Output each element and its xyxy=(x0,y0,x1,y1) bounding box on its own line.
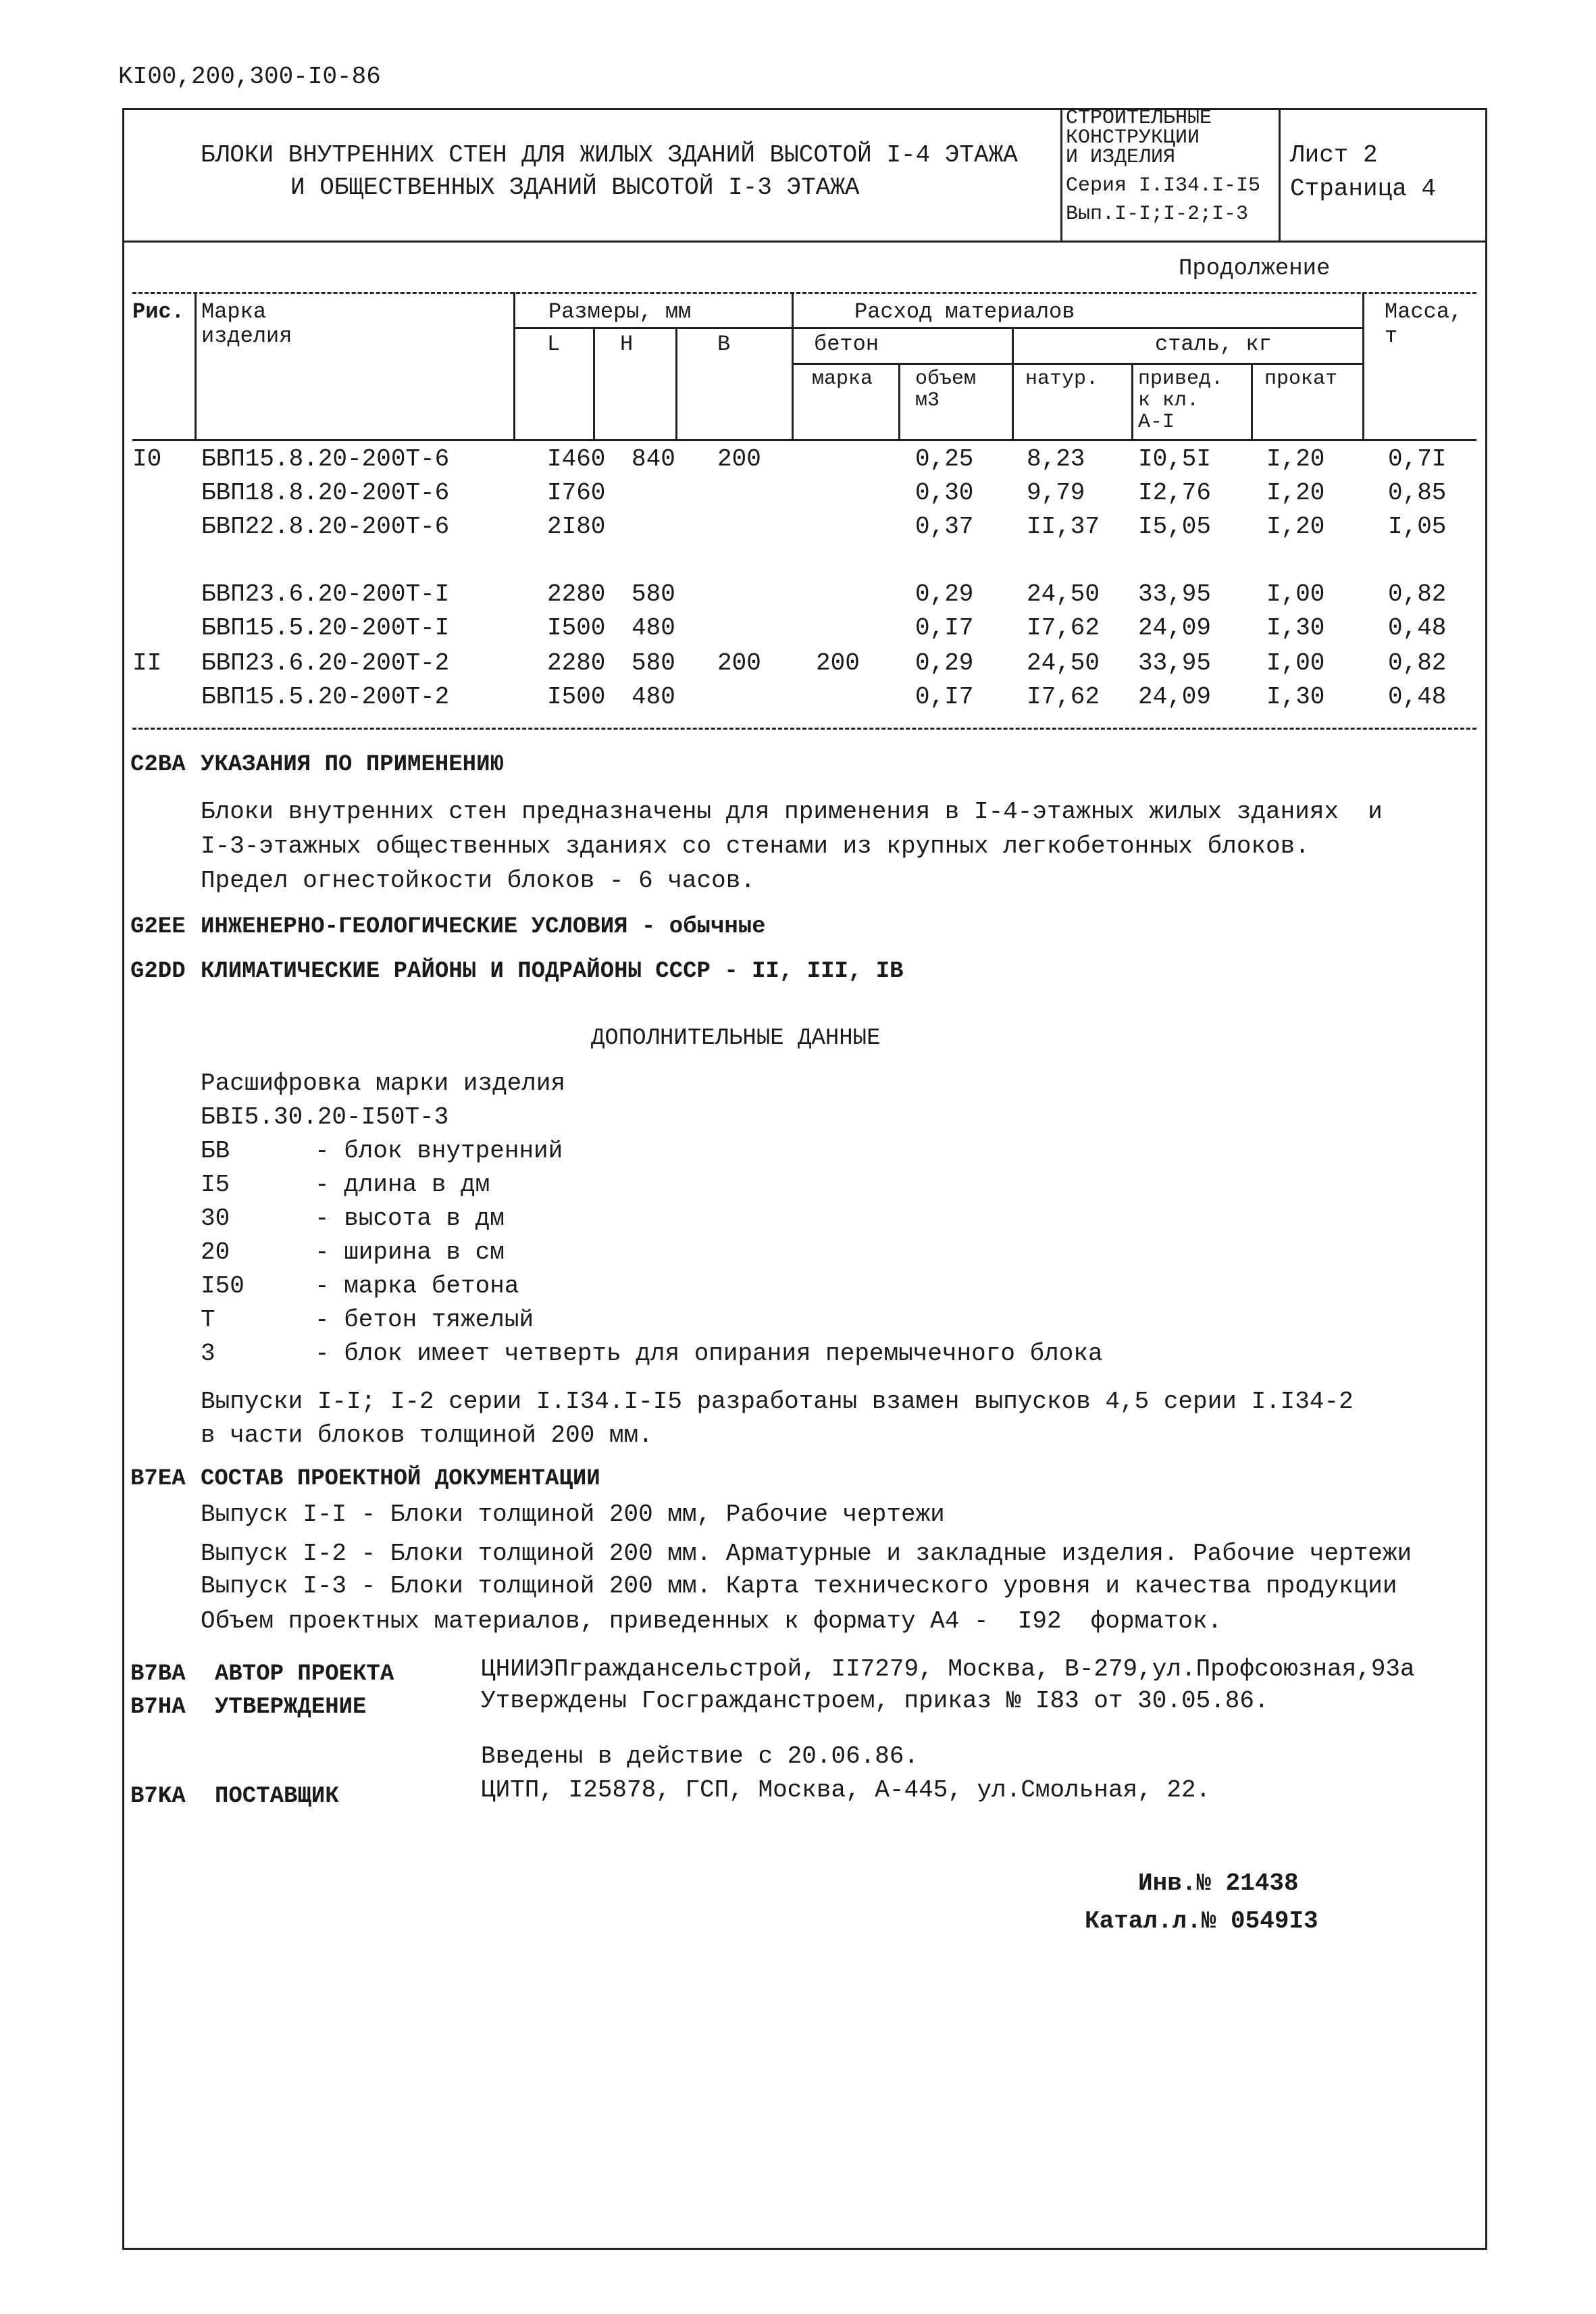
cell-H: 480 xyxy=(632,683,675,711)
header-bottom-line xyxy=(122,241,1487,243)
cell-mass: 0,82 xyxy=(1388,580,1447,608)
document-code: KI00,200,300-I0-86 xyxy=(118,63,381,91)
stamp-line2: КОНСТРУКЦИИ xyxy=(1066,126,1200,149)
author-label: АВТОР ПРОЕКТА xyxy=(215,1661,394,1687)
continuation-label: Продолжение xyxy=(1179,256,1331,282)
frame-top xyxy=(122,108,1487,110)
geology-text: ИНЖЕНЕРНО-ГЕОЛОГИЧЕСКИЕ УСЛОВИЯ - обычные xyxy=(201,914,766,940)
cell-reduced: I0,5I xyxy=(1138,445,1212,473)
cell-natural: I7,62 xyxy=(1027,683,1100,711)
supplier-text: ЦИТП, I25878, ГСП, Москва, А-445, ул.Смольная, 22. xyxy=(481,1776,1211,1804)
decode-desc: - блок имеет четверть для опирания перемычечного блока xyxy=(315,1340,1103,1367)
approval-text: Утверждены Госгражданстроем, приказ № I83 от 30.05.86. xyxy=(481,1687,1269,1715)
author-code: B7BA xyxy=(130,1661,186,1687)
header-stamp-right xyxy=(1279,108,1281,242)
decode-desc: - марка бетона xyxy=(315,1272,519,1300)
decode-key: 30 xyxy=(201,1205,230,1232)
cell-L: I460 xyxy=(547,445,606,473)
table-bottom-line xyxy=(132,728,1476,730)
col-line-3 xyxy=(593,327,595,439)
cell-volume: 0,29 xyxy=(915,580,974,608)
cell-mark: БВП15.5.20-200Т-2 xyxy=(201,683,450,711)
cell-natural: 24,50 xyxy=(1027,580,1100,608)
geology-code: G2EE xyxy=(130,914,186,940)
cell-mass: 0,82 xyxy=(1388,649,1447,677)
th-mass-line1: Масса, xyxy=(1385,299,1463,324)
table-header-bottom-line xyxy=(132,439,1476,441)
cell-volume: 0,25 xyxy=(915,445,974,473)
author-text: ЦНИИЭПграждансельстрой, II7279, Москва, В-279,ул.Профсоюзная,93а xyxy=(481,1655,1415,1683)
cell-H: 580 xyxy=(632,580,675,608)
decode-key: Т xyxy=(201,1306,215,1334)
cell-rolled: I,30 xyxy=(1266,614,1325,642)
stamp-line1: СТРОИТЕЛЬНЫЕ xyxy=(1066,107,1212,130)
table-top-line xyxy=(132,292,1476,294)
cell-fig: II xyxy=(132,649,162,677)
cell-L: I760 xyxy=(547,479,606,507)
cell-L: 2280 xyxy=(547,580,606,608)
decode-desc: - бетон тяжелый xyxy=(315,1306,534,1334)
cell-B: 200 xyxy=(717,649,761,677)
frame-right xyxy=(1485,108,1487,2250)
cell-L: 2I80 xyxy=(547,513,606,540)
cell-natural: 8,23 xyxy=(1027,445,1085,473)
cell-rolled: I,30 xyxy=(1266,683,1325,711)
th-fig: Рис. xyxy=(132,299,184,324)
cell-volume: 0,37 xyxy=(915,513,974,540)
cell-rolled: I,20 xyxy=(1266,479,1325,507)
cell-reduced: I2,76 xyxy=(1138,479,1212,507)
th-B: B xyxy=(717,332,731,357)
climate-code: G2DD xyxy=(130,959,186,984)
cell-reduced: 24,09 xyxy=(1138,614,1212,642)
header-stamp-left xyxy=(1060,108,1062,242)
cell-mark: БВП23.6.20-200Т-I xyxy=(201,580,450,608)
issues-line2: в части блоков толщиной 200 мм. xyxy=(201,1422,653,1449)
usage-line2: I-3-этажных общественных зданиях со стенами из крупных легкобетонных блоков. xyxy=(201,832,1310,860)
cell-mass: 0,48 xyxy=(1388,614,1447,642)
additional-heading: ДОПОЛНИТЕЛЬНЫЕ ДАННЫЕ xyxy=(591,1026,881,1051)
cell-volume: 0,I7 xyxy=(915,614,974,642)
col-line-2 xyxy=(513,292,515,439)
decode-key: 3 xyxy=(201,1340,215,1367)
th-mark-line1: Марка xyxy=(201,299,267,324)
th-sizes: Размеры, мм xyxy=(548,299,692,324)
cell-H: 840 xyxy=(632,445,675,473)
cell-natural: II,37 xyxy=(1027,513,1100,540)
th-H: H xyxy=(620,332,634,357)
decode-title: Расшифровка марки изделия xyxy=(201,1070,566,1097)
approval-text2: Введены в действие с 20.06.86. xyxy=(481,1742,919,1770)
climate-text: КЛИМАТИЧЕСКИЕ РАЙОНЫ И ПОДРАЙОНЫ СССР - II, III, IВ xyxy=(201,959,904,984)
cell-volume: 0,29 xyxy=(915,649,974,677)
cell-mark: БВП23.6.20-200Т-2 xyxy=(201,649,450,677)
usage-code: C2BA xyxy=(130,752,186,778)
cell-B: 200 xyxy=(717,445,761,473)
th-L: L xyxy=(547,332,561,357)
materials-subline xyxy=(792,327,1362,329)
composition-line3: Выпуск I-3 - Блоки толщиной 200 мм. Карта технического уровня и качества продукции xyxy=(201,1572,1397,1600)
decode-key: 20 xyxy=(201,1238,230,1266)
cell-mass: I,05 xyxy=(1388,513,1447,540)
th-materials: Расход материалов xyxy=(854,299,1075,324)
decode-key: БВ xyxy=(201,1137,230,1165)
cell-natural: 9,79 xyxy=(1027,479,1085,507)
cell-mark: БВП15.5.20-200Т-I xyxy=(201,614,450,642)
usage-line3: Предел огнестойкости блоков - 6 часов. xyxy=(201,867,755,895)
composition-heading: СОСТАВ ПРОЕКТНОЙ ДОКУМЕНТАЦИИ xyxy=(201,1466,600,1492)
approval-label: УТВЕРЖДЕНИЕ xyxy=(215,1694,367,1720)
cell-reduced: 33,95 xyxy=(1138,649,1212,677)
decode-desc: - блок внутренний xyxy=(315,1137,563,1165)
cell-reduced: 33,95 xyxy=(1138,580,1212,608)
page-number: Страница 4 xyxy=(1290,175,1437,203)
stamp-issue: Вып.I-I;I-2;I-3 xyxy=(1066,203,1249,226)
stamp-line3: И ИЗДЕЛИЯ xyxy=(1066,146,1176,169)
th-mark-line2: изделия xyxy=(201,324,292,349)
th-volume-line2: м3 xyxy=(915,389,940,412)
cell-volume: 0,I7 xyxy=(915,683,974,711)
th-natural: натур. xyxy=(1025,368,1099,391)
col-line-6 xyxy=(898,363,900,439)
sheet-number: Лист 2 xyxy=(1290,141,1378,169)
supplier-code: B7KA xyxy=(130,1784,186,1809)
decode-key: I50 xyxy=(201,1272,244,1300)
th-volume-line1: объем xyxy=(915,368,977,391)
th-reduced-line1: привед. xyxy=(1138,368,1224,391)
cell-volume: 0,30 xyxy=(915,479,974,507)
cell-natural: I7,62 xyxy=(1027,614,1100,642)
cell-mass: 0,48 xyxy=(1388,683,1447,711)
sizes-subline xyxy=(513,327,792,329)
frame-left xyxy=(122,108,124,2250)
cell-mark: БВП22.8.20-200Т-6 xyxy=(201,513,450,540)
cell-grade: 200 xyxy=(816,649,860,677)
th-concrete: бетон xyxy=(814,332,879,357)
cell-L: I500 xyxy=(547,683,606,711)
col-line-1 xyxy=(195,292,197,439)
decode-example: БВI5.30.20-I50Т-3 xyxy=(201,1103,449,1131)
decode-desc: - ширина в см xyxy=(315,1238,505,1266)
cell-rolled: I,00 xyxy=(1266,649,1325,677)
th-grade: марка xyxy=(812,368,873,391)
cell-rolled: I,00 xyxy=(1266,580,1325,608)
cell-reduced: 24,09 xyxy=(1138,683,1212,711)
composition-line1: Выпуск I-I - Блоки толщиной 200 мм, Рабочие чертежи xyxy=(201,1501,945,1528)
header-title-line1: БЛОКИ ВНУТРЕННИХ СТЕН ДЛЯ ЖИЛЫХ ЗДАНИЙ ВЫСОТОЙ I-4 ЭТАЖА xyxy=(201,141,1018,169)
cell-mass: 0,85 xyxy=(1388,479,1447,507)
col-line-10 xyxy=(1362,292,1364,439)
cell-H: 480 xyxy=(632,614,675,642)
usage-heading: УКАЗАНИЯ ПО ПРИМЕНЕНИЮ xyxy=(201,752,504,778)
col-line-8 xyxy=(1131,363,1133,439)
col-line-9 xyxy=(1251,363,1253,439)
cell-L: I500 xyxy=(547,614,606,642)
th-reduced-line2: к кл. xyxy=(1138,389,1200,412)
th-mass-line2: т xyxy=(1385,324,1398,349)
cell-L: 2280 xyxy=(547,649,606,677)
decode-desc: - длина в дм xyxy=(315,1171,490,1199)
supplier-label: ПОСТАВЩИК xyxy=(215,1784,339,1809)
th-rolled: прокат xyxy=(1264,368,1338,391)
decode-desc: - высота в дм xyxy=(315,1205,505,1232)
inventory-number: Инв.№ 21438 xyxy=(1138,1869,1299,1897)
cell-natural: 24,50 xyxy=(1027,649,1100,677)
composition-line4: Объем проектных материалов, приведенных к формату А4 - I92 форматок. xyxy=(201,1607,1222,1635)
cell-fig: I0 xyxy=(132,445,162,473)
cell-mass: 0,7I xyxy=(1388,445,1447,473)
cell-H: 580 xyxy=(632,649,675,677)
header-title-line2: И ОБЩЕСТВЕННЫХ ЗДАНИЙ ВЫСОТОЙ I-3 ЭТАЖА xyxy=(290,174,860,201)
catalog-number: Катал.л.№ 0549I3 xyxy=(1085,1907,1318,1935)
cell-mark: БВП18.8.20-200Т-6 xyxy=(201,479,450,507)
cell-rolled: I,20 xyxy=(1266,513,1325,540)
col-line-7 xyxy=(1012,327,1014,439)
decode-key: I5 xyxy=(201,1171,230,1199)
cell-rolled: I,20 xyxy=(1266,445,1325,473)
composition-code: B7EA xyxy=(130,1466,186,1492)
composition-line2: Выпуск I-2 - Блоки толщиной 200 мм. Арматурные и закладные изделия. Рабочие чертежи xyxy=(201,1540,1412,1567)
issues-line1: Выпуски I-I; I-2 серии I.I34.I-I5 разработаны взамен выпусков 4,5 серии I.I34-2 xyxy=(201,1388,1354,1415)
approval-code: B7HA xyxy=(130,1694,186,1720)
col-line-5 xyxy=(792,292,794,439)
cell-reduced: I5,05 xyxy=(1138,513,1212,540)
col-line-4 xyxy=(675,327,677,439)
th-reduced-line3: А-I xyxy=(1138,411,1175,434)
concrete-subline xyxy=(792,363,1362,365)
th-steel: сталь, кг xyxy=(1155,332,1272,357)
usage-line1: Блоки внутренних стен предназначены для применения в I-4-этажных жилых зданиях и xyxy=(201,798,1383,826)
stamp-series: Серия I.I34.I-I5 xyxy=(1066,174,1261,197)
cell-mark: БВП15.8.20-200Т-6 xyxy=(201,445,450,473)
frame-bottom xyxy=(122,2248,1487,2250)
